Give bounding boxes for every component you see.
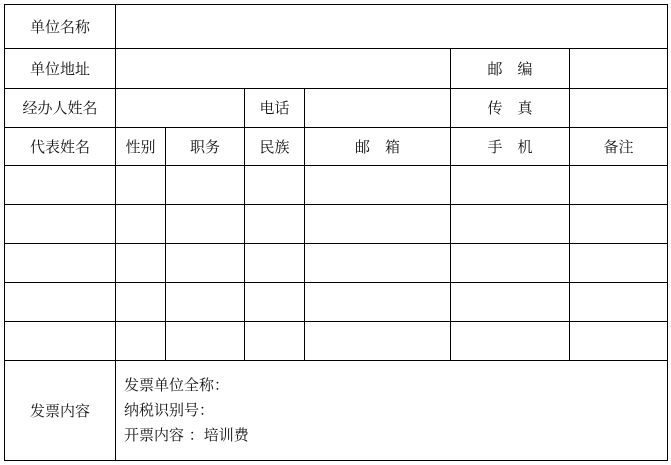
invoice-label: 发票内容 bbox=[5, 361, 116, 461]
unit-name-field[interactable] bbox=[116, 5, 668, 49]
email-cell[interactable] bbox=[305, 166, 451, 205]
gender-cell[interactable] bbox=[116, 322, 166, 361]
ethnicity-cell[interactable] bbox=[245, 205, 305, 244]
table-row bbox=[5, 283, 668, 322]
position-cell[interactable] bbox=[166, 205, 245, 244]
table-row bbox=[5, 205, 668, 244]
gender-cell[interactable] bbox=[116, 205, 166, 244]
unit-name-label: 单位名称 bbox=[5, 5, 116, 49]
rep-name-cell[interactable] bbox=[5, 244, 116, 283]
unit-address-label: 单位地址 bbox=[5, 49, 116, 89]
invoice-details[interactable] bbox=[116, 361, 668, 461]
rep-name-cell[interactable] bbox=[5, 166, 116, 205]
gender-cell[interactable] bbox=[116, 244, 166, 283]
mobile-cell[interactable] bbox=[451, 322, 570, 361]
invoice-full-name-line: 发票单位全称： bbox=[124, 376, 230, 394]
col-header-gender: 性别 bbox=[116, 128, 166, 166]
mobile-cell[interactable] bbox=[451, 205, 570, 244]
position-cell[interactable] bbox=[166, 244, 245, 283]
position-cell[interactable] bbox=[166, 283, 245, 322]
rep-name-cell[interactable] bbox=[5, 322, 116, 361]
table-row bbox=[5, 244, 668, 283]
rep-name-cell[interactable] bbox=[5, 205, 116, 244]
unit-address-field[interactable] bbox=[116, 49, 451, 89]
handler-row bbox=[5, 89, 668, 128]
col-header-ethnicity: 民族 bbox=[245, 128, 305, 166]
remarks-cell[interactable] bbox=[570, 283, 668, 322]
ethnicity-cell[interactable] bbox=[245, 244, 305, 283]
col-header-rep-name: 代表姓名 bbox=[5, 128, 116, 166]
invoice-tax-id-line: 纳税识别号： bbox=[124, 401, 215, 419]
mobile-cell[interactable] bbox=[451, 283, 570, 322]
mobile-cell[interactable] bbox=[451, 244, 570, 283]
email-cell[interactable] bbox=[305, 283, 451, 322]
ethnicity-cell[interactable] bbox=[245, 322, 305, 361]
gender-cell[interactable] bbox=[116, 166, 166, 205]
ethnicity-cell[interactable] bbox=[245, 283, 305, 322]
col-header-mobile: 手 机 bbox=[451, 128, 570, 166]
email-cell[interactable] bbox=[305, 205, 451, 244]
col-header-remarks: 备注 bbox=[570, 128, 668, 166]
remarks-cell[interactable] bbox=[570, 166, 668, 205]
rep-name-cell[interactable] bbox=[5, 283, 116, 322]
remarks-cell[interactable] bbox=[570, 244, 668, 283]
mobile-cell[interactable] bbox=[451, 166, 570, 205]
fax-label: 传 真 bbox=[451, 89, 570, 128]
unit-name-row bbox=[5, 5, 668, 49]
table-row bbox=[5, 166, 668, 205]
unit-address-row bbox=[5, 49, 668, 89]
registration-form bbox=[4, 4, 667, 461]
registration-table bbox=[4, 4, 668, 461]
ethnicity-cell[interactable] bbox=[245, 166, 305, 205]
position-cell[interactable] bbox=[166, 166, 245, 205]
postcode-label: 邮 编 bbox=[451, 49, 570, 89]
col-header-email: 邮 箱 bbox=[305, 128, 451, 166]
remarks-cell[interactable] bbox=[570, 322, 668, 361]
invoice-row bbox=[5, 361, 668, 461]
gender-cell[interactable] bbox=[116, 283, 166, 322]
email-cell[interactable] bbox=[305, 244, 451, 283]
position-cell[interactable] bbox=[166, 322, 245, 361]
col-header-position: 职务 bbox=[166, 128, 245, 166]
email-cell[interactable] bbox=[305, 322, 451, 361]
column-header-row bbox=[5, 128, 668, 166]
phone-label: 电话 bbox=[245, 89, 305, 128]
remarks-cell[interactable] bbox=[570, 205, 668, 244]
handler-name-label: 经办人姓名 bbox=[5, 89, 116, 128]
postcode-field[interactable] bbox=[570, 49, 668, 89]
handler-name-field[interactable] bbox=[116, 89, 245, 128]
invoice-content-line: 开票内容 ：培训费 bbox=[124, 426, 249, 444]
phone-field[interactable] bbox=[305, 89, 451, 128]
table-row bbox=[5, 322, 668, 361]
fax-field[interactable] bbox=[570, 89, 668, 128]
